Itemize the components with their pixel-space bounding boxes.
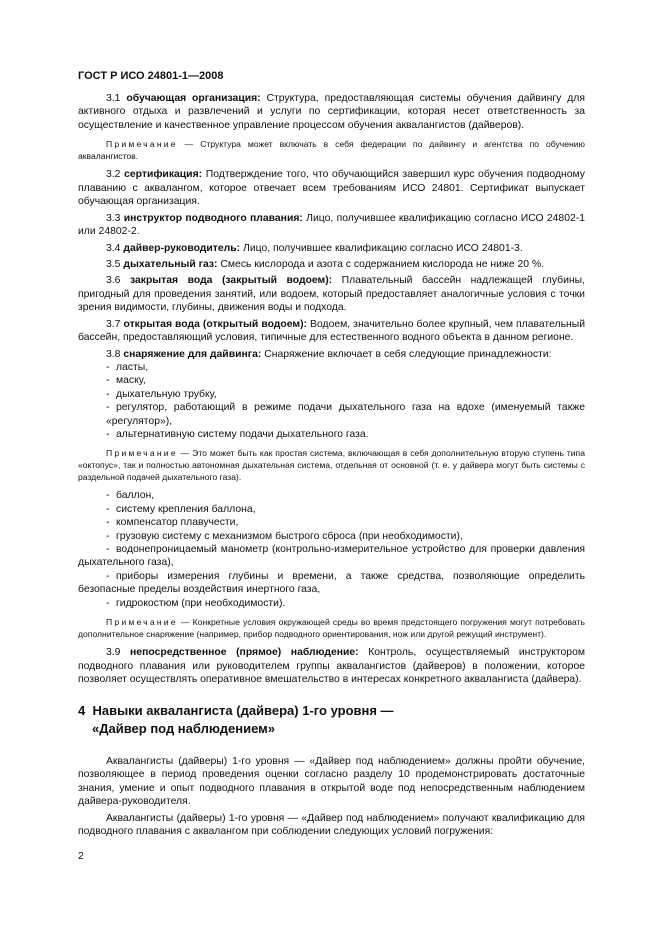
definition-3-5: 3.5 дыхательный газ: Смесь кислорода и азота с содержанием кислорода не ниже 20 %. — [106, 258, 545, 270]
list-item: - приборы измерения глубины и времени, а также средства, позволяющие определить безопасные пределы воздействия инертного газа, — [78, 570, 585, 596]
list-item: - ласты, — [106, 361, 149, 373]
term: сертификация: — [124, 169, 203, 181]
list-item: - гидрокостюм (при необходимости). — [106, 597, 286, 609]
list-item: - регулятор, работающий в режиме подачи дыхательного газа на вдохе (именуемый также «регулятор»), — [106, 402, 585, 427]
list-item: - компенсатор плавучести, — [106, 517, 239, 529]
list-item: - грузовую систему с механизмом быстрого сброса (при необходимости), — [106, 530, 463, 542]
document-body — [78, 92, 585, 838]
note: Примечание — Структура может включать в себя федерации по дайвингу и агентства по обучению аквалангистов. — [78, 139, 585, 161]
list-item: - маску, — [106, 375, 146, 387]
term: непосредственное (прямое) наблюдение: — [130, 647, 359, 659]
definition-3-3: 3.3 инструктор подводного плавания: Лицо, получившее квалификацию согласно ИСО 24802-1 или 24802-2. — [78, 212, 586, 238]
term: дыхательный газ: — [123, 258, 218, 270]
section-heading: 4 Навыки аквалангиста (дайвера) 1-го уровня — «Дайвер под наблюдением» — [78, 702, 394, 736]
note: Примечание — Это может быть как простая система, включающая в себя дополнительную вторую ступень типа «октопус», так и полностью автономная дыхательная система, отдельная от основной (т. е. у дайвера могут быть системы с раздельной подачей дыхательного газа). — [78, 448, 585, 482]
note-label: Примечание — [106, 448, 178, 459]
term: снаряжение для дайвинга: — [123, 348, 262, 360]
list-item: - дыхательную трубку, — [106, 388, 217, 400]
definition-3-2: 3.2 сертификация: Подтверждение того, что обучающийся завершил курс обучения подводному плаванию с аквалангом, которое отвечает всем требованиям ИСО 24801. Сертификат выпускает обучающая организация. — [78, 169, 585, 208]
term: дайвер-руководитель: — [123, 242, 241, 254]
definition-3-1: 3.1 обучающая организация: Структура, предоставляющая системы обучения дайвингу для активного отдыха и развлечений и услуги по сертификации, которая несет ответственность за осуществление и качественное управление процессом обучения аквалангистов (дайверов). — [78, 93, 585, 131]
document-header: ГОСТ Р ИСО 24801-1—2008 — [78, 70, 224, 82]
list-item: - баллон, — [106, 490, 155, 502]
list-item: - систему крепления баллона, — [106, 503, 256, 515]
note-label: Примечание — [106, 139, 178, 150]
definition-3-7: 3.7 открытая вода (открытый водоем): Водоем, значительно более крупный, чем плавательный бассейн, предоставляющий условия, типичные для естественного водного объекта в данном регионе. — [78, 318, 585, 344]
list-item: - альтернативную систему подачи дыхательного газа. — [106, 429, 369, 441]
paragraph: Аквалангисты (дайверы) 1-го уровня — «Дайвер под наблюдением» должны пройти обучение, позволяющее в период проведения оценки согласно разделу 10 продемонстрировать достаточные знания, умение и опыт подводного плавания в открытой воде под непосредственным наблюдением дайвера-руководителя. — [78, 755, 585, 808]
list-item: - водонепроницаемый манометр (контрольно-измерительное устройство для проверки давления дыхательного газа), — [78, 543, 585, 569]
definition-3-6: 3.6 закрытая вода (закрытый водоем): Плавательный бассейн надлежащей глубины, пригодный для проведения занятий, или водоем, который предоставляет аналогичные условия с точки зрения видимости, глубины, движения воды и подхода. — [78, 275, 585, 314]
term: открытая вода (открытый водоем): — [123, 318, 307, 330]
definition-3-8: 3.8 снаряжение для дайвинга: Снаряжение включает в себя следующие принадлежности: — [106, 348, 552, 360]
term: закрытая вода (закрытый водоем): — [129, 275, 333, 287]
paragraph: Аквалангисты (дайверы) 1-го уровня — «Дайвер под наблюдением» получают квалификацию для подводного плавания с аквалангом при соблюдении следующих условий погружения: — [78, 812, 585, 837]
term: обучающая организация: — [126, 93, 261, 104]
definition-3-4: 3.4 дайвер-руководитель: Лицо, получившее квалификацию согласно ИСО 24801-3. — [106, 242, 523, 254]
definition-3-9: 3.9 непосредственное (прямое) наблюдение: Контроль, осуществляемый инструктором подводного плавания или руководителем группы аквалангистов (дайверов) в положении, которое позволяет осуществлять оперативное вмешательство в интересах конкретного аквалангиста (дайвера). — [78, 647, 585, 686]
note-label: Примечание — [106, 617, 178, 628]
note: Примечание — Конкретные условия окружающей среды во время предстоящего погружения могут потребовать дополнительное снаряжение (например, прибор подводного ориентирования, нож или другой режущий инструмент). — [78, 617, 585, 639]
page-number: 2 — [78, 851, 84, 862]
term: инструктор подводного плавания: — [123, 212, 303, 224]
